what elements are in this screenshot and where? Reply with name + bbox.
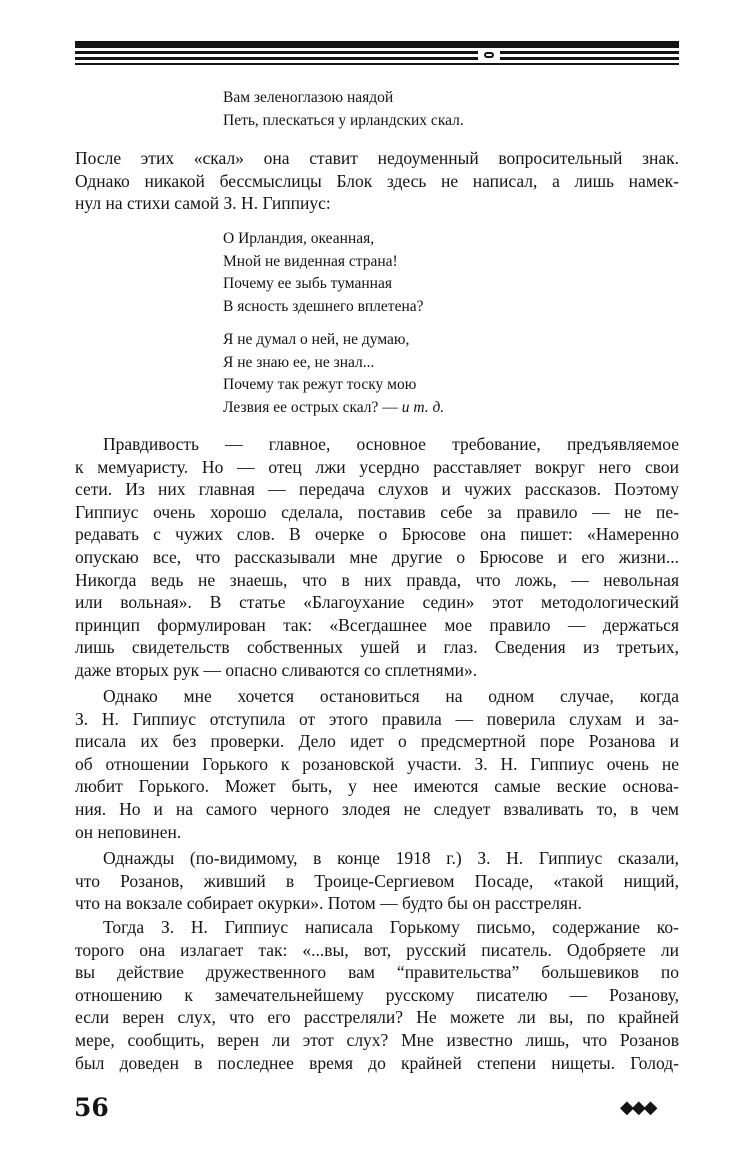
- paragraph: [75, 685, 679, 843]
- text-line: писала их без проверки. Дело идет о предсмертной поре Розанова и: [75, 731, 679, 752]
- verse-line-with-suffix: [223, 397, 603, 420]
- verse-line: Я не знаю ее, не знал...: [223, 353, 375, 371]
- header-decorative-rule: [75, 41, 679, 67]
- text-line: Гиппиус очень хорошо сделала, поставив себе за правило — не пе-: [75, 501, 679, 522]
- text-line: нул на стихи самой З. Н. Гиппиус:: [75, 193, 331, 214]
- text-line: что Розанов, живший в Троице-Сергиевом Посаде, «такой нищий,: [75, 870, 679, 891]
- text-line: сети. Из них главная — передача слухов и чужих рассказов. Поэтому: [75, 479, 679, 500]
- paragraph: [75, 847, 679, 915]
- text-line: После этих «скал» она ставит недоуменный вопросительный знак.: [75, 148, 679, 168]
- verse-line: Почему так режут тоску мою: [223, 376, 417, 393]
- text-line: Однажды (по-видимому, в конце 1918 г.) З. Н. Гиппиус сказали,: [103, 848, 679, 868]
- text-line: вы действие дружественного вам “правительства” большевиков по: [75, 962, 679, 983]
- text-line: торого она излагает так: «...вы, вот, русский писатель. Одобряете ли: [75, 939, 679, 960]
- paragraph: [75, 147, 679, 215]
- text-line: опускаю все, что рассказывали мне другие о Брюсове и его жизни...: [75, 546, 679, 567]
- verse-line: Мной не виденная страна!: [223, 252, 398, 270]
- text-line: если верен слух, что его расстреляли? Не можете ли вы, по крайней: [75, 1007, 679, 1028]
- text-line: ния. Но и на самого черного злодея не следует взваливать то, в чем: [75, 798, 679, 819]
- text-line: Однако мне хочется остановиться на одном случае, когда: [103, 686, 679, 706]
- text-line: отношению к замечательнейшему русскому писателю — Розанову,: [75, 984, 679, 1005]
- rule-ornament-icon: [478, 49, 500, 61]
- poem-stanza: [223, 329, 603, 419]
- epigraph-verse: [223, 87, 603, 132]
- verse-line: Петь, плескаться у ирландских скал.: [223, 111, 464, 129]
- text-line: З. Н. Гиппиус отступила от этого правила — поверила слухам и за-: [75, 708, 679, 729]
- poem-stanza: [223, 228, 603, 318]
- diamond-ornament-icon: ◆◆◆: [620, 1097, 656, 1118]
- text-line: принцип формулирован так: «Всегдашнее мое правило — держаться: [75, 614, 679, 635]
- text-line: или вольная». В статье «Благоухание седин» этот методологический: [75, 592, 679, 613]
- etc-suffix: и т. д.: [401, 398, 445, 416]
- paragraph: [75, 433, 679, 682]
- text-line: редавать с чужих слов. В очерке о Брюсове она пишет: «Намеренно: [75, 524, 679, 545]
- verse-line: Вам зеленоглазою наядой: [223, 89, 394, 106]
- text-line: к мемуаристу. Но — отец лжи усердно расставляет вокруг него свои: [75, 456, 679, 477]
- verse-line: Я не думал о ней, не думаю,: [223, 331, 410, 348]
- text-line: Однако никакой бессмыслицы Блок здесь не написал, а лишь намек-: [75, 170, 679, 191]
- text-line: лишь свидетельств собственных ушей и глаз. Сведения из третьих,: [75, 637, 679, 658]
- verse-line: Лезвия ее острых скал? —: [223, 398, 398, 416]
- text-line: Правдивость — главное, основное требование, предъявляемое: [103, 434, 679, 454]
- text-line: он неповинен.: [75, 821, 182, 842]
- verse-line: О Ирландия, океанная,: [223, 230, 375, 247]
- paragraph: [75, 916, 679, 1074]
- text-line: любит Горького. Может быть, у нее имеются самые веские основа-: [75, 776, 679, 797]
- verse-line: Почему ее зыбь туманная: [223, 275, 392, 292]
- text-line: Тогда З. Н. Гиппиус написала Горькому письмо, содержание ко-: [103, 917, 679, 937]
- text-line: Никогда ведь не знаешь, что в них правда, что ложь, — невольная: [75, 569, 679, 590]
- verse-line: В ясность здешнего вплетена?: [223, 297, 424, 315]
- text-line: даже вторых рук — опасно сливаются со сплетнями».: [75, 659, 478, 680]
- text-line: что на вокзале собирает окурки». Потом — будто бы он расстрелян.: [75, 893, 582, 914]
- text-line: был доведен в последнее время до крайней степени нищеты. Голод-: [75, 1052, 679, 1073]
- text-line: об отношении Горького к розановской участи. З. Н. Гиппиус очень не: [75, 753, 679, 774]
- text-line: мере, сообщить, верен ли этот слух? Мне известно лишь, что Розанов: [75, 1029, 679, 1050]
- page-number: 56: [74, 1093, 109, 1122]
